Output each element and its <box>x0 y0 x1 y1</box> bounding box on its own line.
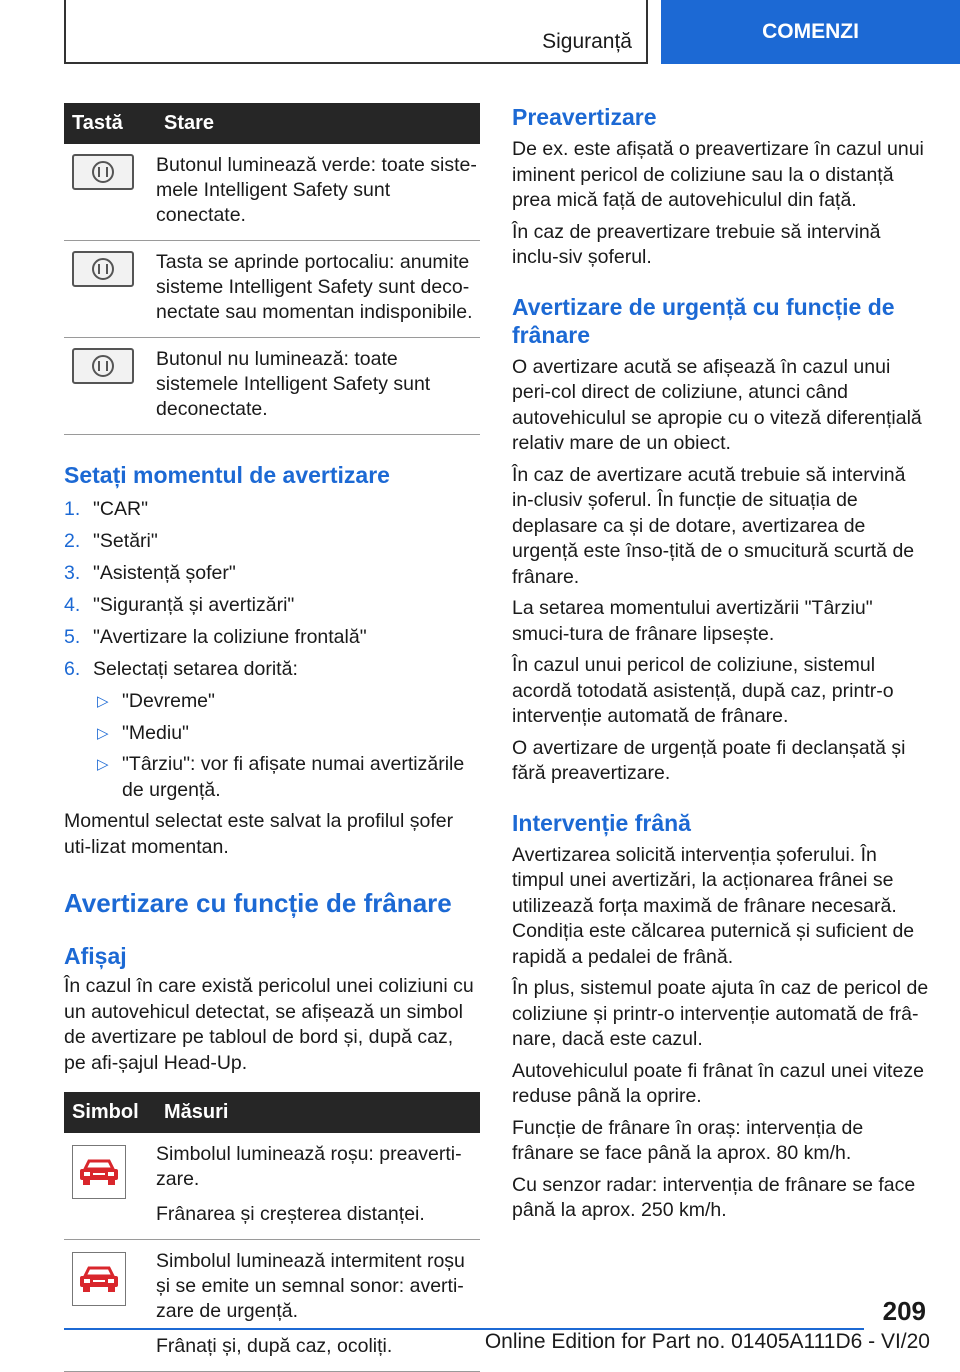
step-number: 1. <box>64 498 81 520</box>
symbol-table <box>64 1092 480 1372</box>
paragraph: În cazul unui pericol de coliziune, sistemul acordă totodată asistență, după caz, printr-o intervenție automată de frânare. <box>512 654 894 727</box>
intelligent-safety-button-icon <box>72 154 134 190</box>
list-item: ▷ "Târziu": vor fi afișate numai avertizările de urgență. <box>97 753 465 801</box>
section-title-avertizare: Avertizare cu funcție de frânare <box>64 888 452 918</box>
subsection-title-afisaj: Afișaj <box>64 943 127 969</box>
header-tab-comenzi[interactable]: COMENZI <box>661 0 960 64</box>
intelligent-safety-button-icon <box>72 348 134 384</box>
paragraph: Cu senzor radar: intervenția de frânare se face până la aprox. 250 km/h. <box>512 1173 916 1221</box>
paragraph: Avertizarea solicită intervenția șoferului. În timpul unei avertizări, la acționarea frânei se utilizează forța maximă de frânare necesară. Condiția este călcarea puternică și suficient de rapidă a pedalei de frână. <box>512 843 915 968</box>
step-number: 4. <box>64 594 81 616</box>
step-number: 3. <box>64 562 81 584</box>
list-item: 6. Selectați setarea dorită: <box>64 653 480 685</box>
table-cell: Frânarea și creșterea distanței. <box>156 1203 425 1225</box>
right-column <box>512 103 930 1224</box>
table-header-simbol: Simbol <box>64 1092 156 1133</box>
paragraph: În caz de preavertizare trebuie să intervină inclu-siv șoferul. <box>512 220 881 268</box>
options-list <box>64 689 480 803</box>
table-row <box>64 241 480 338</box>
section-title-setati: Setați momentul de avertizare <box>64 462 390 488</box>
section-title-interventie: Intervenție frână <box>512 809 691 836</box>
paragraph: În caz de avertizare acută trebuie să intervină in-clusiv șoferul. În funcție de situația de deplasare ca și de dotare, avertizarea de urgență este înso-țită de o smucitură scurtă de frânare. <box>512 463 915 588</box>
table-row <box>64 1240 480 1372</box>
red-car-warning-icon <box>72 1145 126 1199</box>
paragraph: Funcție de frânare în oraș: intervenția de frânare se face până la aprox. 80 km/h. <box>512 1116 864 1164</box>
table-cell: Butonul luminează verde: toate siste-mele Intelligent Safety sunt conectate. <box>156 144 480 241</box>
page-number: 209 <box>882 1296 926 1326</box>
steps-list <box>64 493 480 685</box>
intelligent-safety-button-icon <box>72 251 134 287</box>
list-item: ▷ "Mediu" <box>64 721 480 747</box>
table-cell: Simbolul luminează roșu: preaverti-zare. <box>156 1143 462 1190</box>
triangle-bullet-icon: ▷ <box>97 756 109 773</box>
button-status-table <box>64 103 480 435</box>
afisaj-text: În cazul în care există pericolul unei coliziuni cu un autovehicul detectat, se afișează un simbol de avertizare pe tabloul de bord și, după caz, pe afi-șajul Head-Up. <box>64 975 474 1074</box>
header-box <box>64 0 648 64</box>
paragraph: De ex. este afișată o preavertizare în cazul unui iminent pericol de coliziune sau la o distanță prea mică față de autovehiculul din față. <box>512 138 924 211</box>
paragraph: În plus, sistemul poate ajuta în caz de pericol de coliziune și printr-o intervenție automată de frâ-nare, dacă este cazul. <box>512 977 929 1050</box>
footer-edition: Online Edition for Part no. 01405A111D6 - VI/20 <box>484 1330 930 1353</box>
list-item: 5. "Avertizare la coliziune frontală" <box>64 621 480 653</box>
table-cell: Frânați și, după caz, ocoliți. <box>156 1335 393 1357</box>
table-cell: Butonul nu luminează: toate sistemele Intelligent Safety sunt deconectate. <box>156 338 480 435</box>
red-car-warning-icon <box>72 1252 126 1306</box>
table-cell: Simbolul luminează intermitent roșu și se emite un semnal sonor: averti-zare de urgență. <box>156 1250 465 1322</box>
paragraph: La setarea momentului avertizării "Târziu" smuci-tura de frânare lipsește. <box>512 597 873 645</box>
setting-note: Momentul selectat este salvat la profilul șofer uti-lizat momentan. <box>64 810 454 858</box>
table-row <box>64 338 480 435</box>
table-row <box>64 1133 480 1240</box>
list-item: 3. "Asistență șofer" <box>64 557 480 589</box>
table-header-stare: Stare <box>156 103 480 144</box>
paragraph: O avertizare de urgență poate fi declanșată și fără preavertizare. <box>512 736 906 784</box>
left-column <box>64 103 480 1372</box>
list-item: 4. "Siguranță și avertizări" <box>64 589 480 621</box>
header-section-title: Siguranță <box>542 30 632 53</box>
table-header-masuri: Măsuri <box>156 1092 480 1133</box>
paragraph: Autovehiculul poate fi frânat în cazul unei viteze reduse până la oprire. <box>512 1059 924 1107</box>
step-number: 2. <box>64 530 81 552</box>
section-title-urgenta: Avertizare de urgență cu funcție de frânare <box>512 293 895 348</box>
step-number: 5. <box>64 626 81 648</box>
step-number: 6. <box>64 658 81 680</box>
list-item: 2. "Setări" <box>64 525 480 557</box>
triangle-bullet-icon: ▷ <box>97 693 109 710</box>
list-item: 1. "CAR" <box>64 493 480 525</box>
list-item: ▷ "Devreme" <box>64 689 480 715</box>
table-cell: Tasta se aprinde portocaliu: anumite sisteme Intelligent Safety sunt deco-nectate sau momentan indisponibile. <box>156 241 480 338</box>
table-row <box>64 144 480 241</box>
table-header-tasta: Tastă <box>64 103 156 144</box>
section-title-preavertizare: Preavertizare <box>512 104 657 130</box>
paragraph: O avertizare acută se afișează în cazul unui peri-col direct de coliziune, atunci când autovehiculul se apropie cu o viteză diferențială relativ mare de un obiect. <box>512 355 922 454</box>
triangle-bullet-icon: ▷ <box>97 724 109 742</box>
